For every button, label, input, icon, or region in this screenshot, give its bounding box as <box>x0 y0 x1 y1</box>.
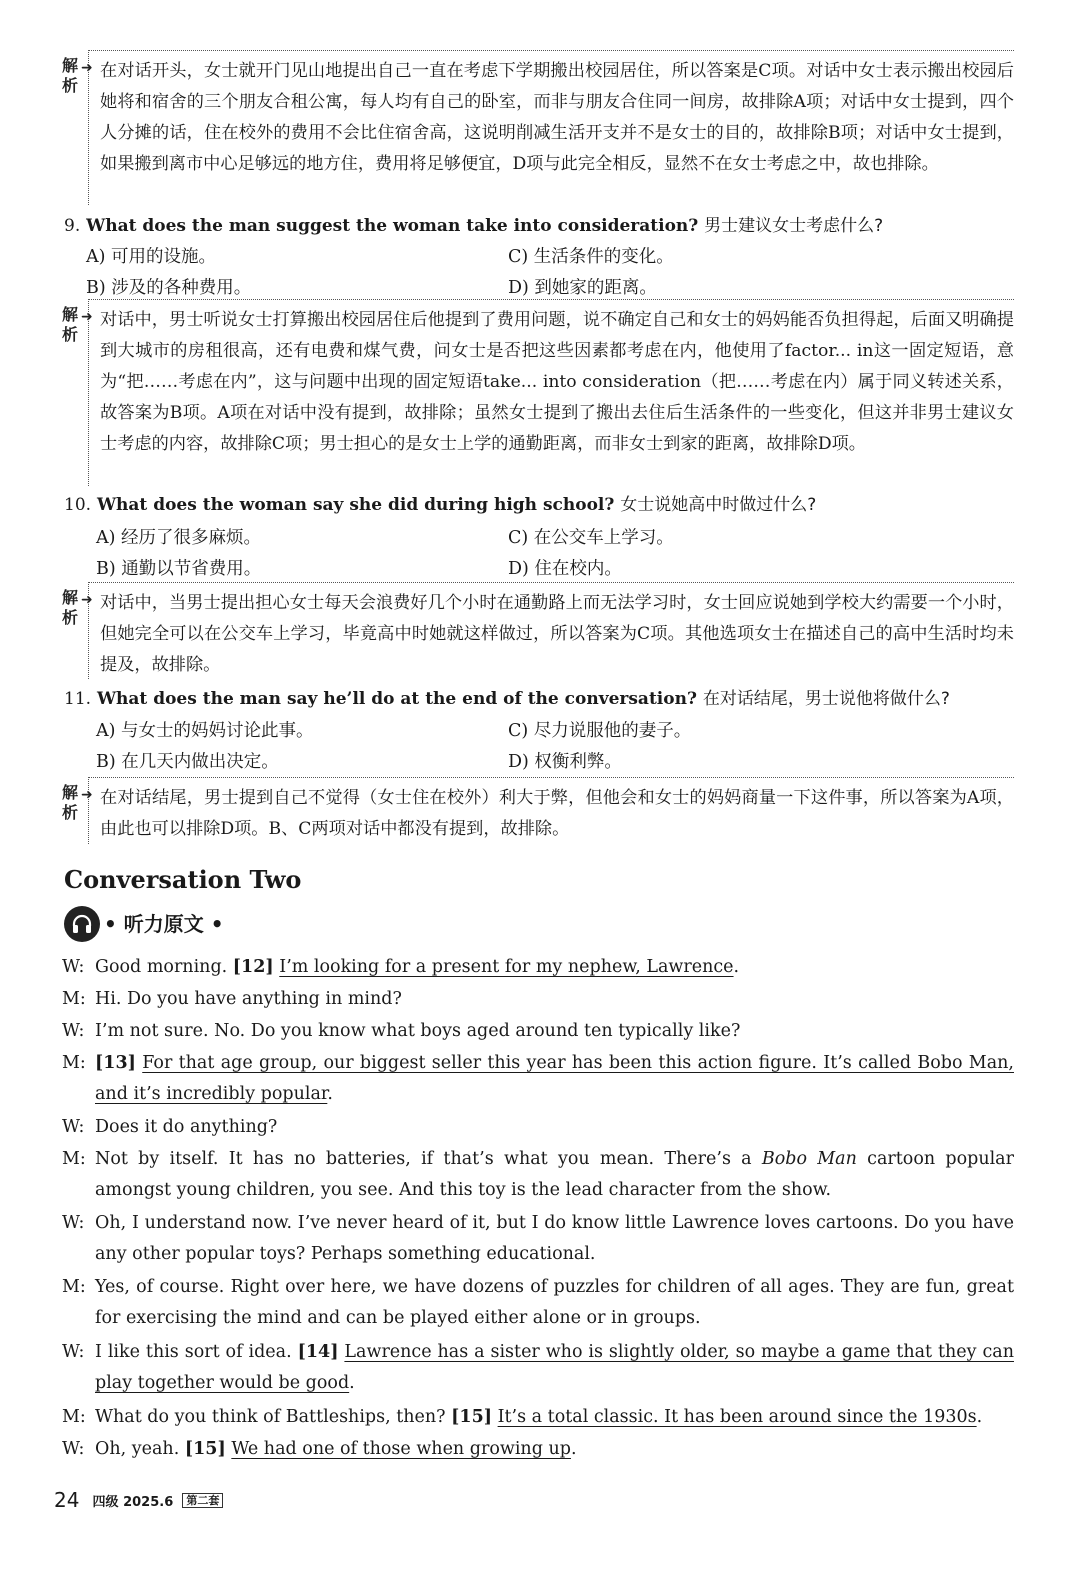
speaker-label: M: <box>62 1053 86 1073</box>
page-number: 24 <box>54 1488 80 1512</box>
headphones-icon <box>64 906 100 942</box>
answer-underline: We had one of those when growing up <box>231 1439 571 1459</box>
answer-underline: For that age group, our biggest seller this year has been this action figure. It’s called Bobo Man, and it’s incredibly popular <box>95 1053 1014 1104</box>
dialog-line <box>62 1016 1014 1047</box>
dialog-line <box>62 1112 1014 1143</box>
arrow-icon: ➜ <box>81 60 93 76</box>
exam-label: 四级 2025.6 <box>92 1494 174 1510</box>
option-9c: C) 生活条件的变化。 <box>508 247 674 267</box>
analysis-block-q8 <box>62 56 1014 206</box>
utterance-text: Oh, I understand now. I’ve never heard of it, but I do know little Lawrence loves cartoons. Do you have any other popular toys? Perhaps something educational. <box>95 1213 1014 1264</box>
option-11d: D) 权衡利弊。 <box>508 752 622 772</box>
dialog-line <box>62 952 1014 983</box>
set-badge: 第二套 <box>182 1493 223 1508</box>
speaker-label: W: <box>62 1439 85 1459</box>
utterance <box>95 1208 1014 1270</box>
utterance-text: What do you think of Battleships, then? <box>95 1407 452 1427</box>
analysis-text: 对话中，当男士提出担心女士每天会浪费好几个小时在通勤路上而无法学习时，女士回应说她到学校大约需要一个小时，但她完全可以在公交车上学习，毕竟高中时她就这样做过，所以答案为C项。其他选项女士在描述自己的高中生活时均未提及，故排除。 <box>100 593 1014 675</box>
question-text-cn: 女士说她高中时做过什么? <box>620 495 817 515</box>
analysis-block-q10 <box>62 588 1014 680</box>
dialog-line <box>62 1048 1014 1104</box>
question-text-en: What does the woman say she did during high school? <box>96 495 615 515</box>
answer-underline: It’s a total classic. It has been around since the 1930s <box>497 1407 977 1427</box>
utterance <box>95 1272 1014 1334</box>
dialog-line <box>62 1208 1014 1264</box>
section-title: Conversation Two <box>64 865 302 894</box>
utterance <box>95 1112 1014 1143</box>
utterance-text: Oh, yeah. <box>95 1439 185 1459</box>
utterance-text: . <box>570 1439 577 1459</box>
question-text-cn: 男士建议女士考虑什么? <box>704 216 884 236</box>
option-11b: B) 在几天内做出决定。 <box>96 752 279 772</box>
question-9 <box>64 213 1024 239</box>
question-reference: [12] <box>232 957 274 977</box>
page-footer <box>54 1488 223 1512</box>
speaker-label: M: <box>62 1407 86 1427</box>
question-text-en: What does the man say he’ll do at the end of the conversation? <box>96 689 697 709</box>
option-9a: A) 可用的设施。 <box>86 247 217 267</box>
analysis-text: 在对话开头，女士就开门见山地提出自己一直在考虑下学期搬出校园居住，所以答案是C项。对话中女士表示搬出校园后她将和宿舍的三个朋友合租公寓，每人均有自己的卧室，而非与朋友合住同一间房，故排除A项；对话中女士提到，四个人分摊的话，住在校外的费用不会比住宿舍高，这说明削减生活开支并不是女士的目的，故排除B项；对话中女士提到，如果搬到离市中心足够远的地方住，费用将足够便宜，D项与此完全相反，显然不在女士考虑之中，故也排除。 <box>100 61 1014 174</box>
utterance <box>95 1048 1014 1110</box>
analysis-label: 解析 ➜ <box>62 56 93 95</box>
speaker-label: W: <box>62 1021 85 1041</box>
question-reference: [15] <box>451 1407 493 1427</box>
speaker-label: W: <box>62 1342 85 1362</box>
utterance <box>95 952 1014 983</box>
utterance-text: I’m not sure. No. Do you know what boys aged around ten typically like? <box>95 1021 741 1041</box>
analysis-label: 解析 ➜ <box>62 783 93 822</box>
option-10a: A) 经历了很多麻烦。 <box>96 528 262 548</box>
speaker-label: W: <box>62 1117 85 1137</box>
question-text-cn: 在对话结尾，男士说他将做什么? <box>702 689 950 709</box>
dialog-line <box>62 984 1014 1015</box>
option-10b: B) 通勤以节省费用。 <box>96 559 262 579</box>
utterance-text: Hi. Do you have anything in mind? <box>95 989 402 1009</box>
speaker-label: M: <box>62 989 86 1009</box>
question-number: 11. <box>64 689 92 709</box>
option-11c: C) 尽力说服他的妻子。 <box>508 721 692 741</box>
analysis-block-q9 <box>62 305 1014 487</box>
utterance-text: . <box>327 1084 333 1104</box>
utterance-text: cartoon popular amongst young children, you see. And this toy is the lead character from the show. <box>95 1149 1014 1200</box>
option-9b: B) 涉及的各种费用。 <box>86 278 252 298</box>
question-10 <box>64 492 1024 518</box>
question-number: 9. <box>64 216 81 236</box>
utterance-text: I like this sort of idea. <box>95 1342 298 1362</box>
analysis-label: 解析 ➜ <box>62 305 93 344</box>
analysis-text: 对话中，男士听说女士打算搬出校园居住后他提到了费用问题，说不确定自己和女士的妈妈能否负担得起，后面又明确提到大城市的房租很高，还有电费和煤气费，问女士是否把这些因素都考虑在内，他使用了factor... in这一固定短语，意为“把……考虑在内”，这与问题中出现的固定短语take... into consideration（把……考虑在内）属于同义转述关系，故答案为B项。A项在对话中没有提到，故排除；虽然女士提到了搬出去住后生活条件的一些变化，但这并非男士建议女士考虑的内容，故排除C项；男士担心的是女士上学的通勤距离，而非女士到家的距离，故排除D项。 <box>100 310 1014 454</box>
utterance <box>95 1402 1014 1433</box>
analysis-label: 解析 ➜ <box>62 588 93 627</box>
utterance <box>95 1434 1014 1465</box>
analysis-text: 在对话结尾，男士提到自己不觉得（女士住在校外）利大于弊，但他会和女士的妈妈商量一下这件事，所以答案为A项，由此也可以排除D项。B、C两项对话中都没有提到，故排除。 <box>100 788 1014 839</box>
speaker-label: M: <box>62 1149 86 1169</box>
question-reference: [14] <box>297 1342 339 1362</box>
utterance-text: . <box>976 1407 983 1427</box>
arrow-icon: ➜ <box>81 309 93 325</box>
utterance-text: Yes, of course. Right over here, we have dozens of puzzles for children of all ages. They are fun, great for exercising the mind and can be played either alone or in groups. <box>95 1277 1014 1328</box>
dialog-line <box>62 1434 1014 1465</box>
answer-underline: I’m looking for a present for my nephew, Lawrence <box>279 957 734 977</box>
speaker-label: M: <box>62 1277 86 1297</box>
question-11 <box>64 686 1024 712</box>
option-9d: D) 到她家的距离。 <box>508 278 657 298</box>
arrow-icon: ➜ <box>81 787 93 803</box>
utterance-text: Good morning. <box>95 957 233 977</box>
question-text-en: What does the man suggest the woman take into consideration? <box>86 216 699 236</box>
option-11a: A) 与女士的妈妈讨论此事。 <box>96 721 314 741</box>
utterance-text: . <box>349 1373 355 1393</box>
arrow-icon: ➜ <box>81 592 93 608</box>
answer-underline: Lawrence has a sister who is slightly older, so maybe a game that they can play together would be good <box>95 1342 1014 1393</box>
analysis-block-q11 <box>62 783 1014 845</box>
question-reference: [15] <box>184 1439 226 1459</box>
utterance <box>95 984 1014 1015</box>
dialog-line <box>62 1272 1014 1328</box>
speaker-label: W: <box>62 957 85 977</box>
option-10d: D) 住在校内。 <box>508 559 622 579</box>
utterance-text: Not by itself. It has no batteries, if that’s what you mean. There’s a <box>95 1149 762 1169</box>
utterance <box>95 1016 1014 1047</box>
utterance-text: . <box>733 957 740 977</box>
dialog-line <box>62 1144 1014 1200</box>
option-10c: C) 在公交车上学习。 <box>508 528 674 548</box>
dialog-line <box>62 1402 1014 1433</box>
speaker-label: W: <box>62 1213 85 1233</box>
italic-title: Bobo Man <box>761 1149 857 1169</box>
utterance <box>95 1144 1014 1206</box>
question-number: 10. <box>64 495 92 515</box>
utterance <box>95 1337 1014 1399</box>
utterance-text: Does it do anything? <box>95 1117 278 1137</box>
transcript-label: • 听力原文 • <box>104 912 224 936</box>
question-reference: [13] <box>95 1053 136 1073</box>
dialog-line <box>62 1337 1014 1393</box>
